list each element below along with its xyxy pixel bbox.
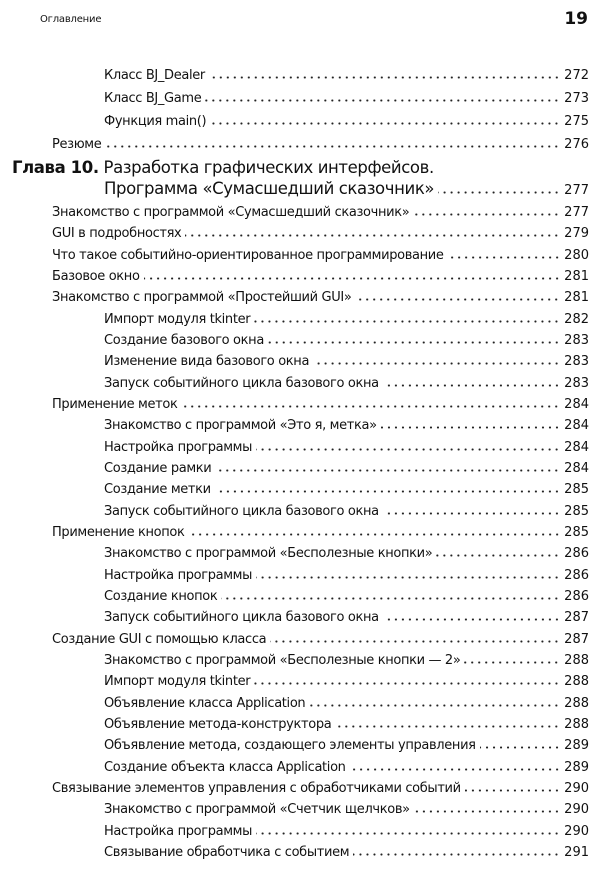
- toc-entry: [0, 224, 589, 244]
- toc-entry: [0, 822, 589, 842]
- toc-entry-title: Применение меток: [52, 396, 178, 412]
- toc-entry: [0, 523, 589, 543]
- toc-entry: [0, 651, 589, 671]
- toc-entry-page: 273: [564, 91, 589, 106]
- toc-entry-page: 288: [564, 695, 589, 711]
- toc-entry-title: Знакомство с программой «Простейший GUI»: [52, 290, 352, 306]
- toc-entry-title: Что такое событийно-ориентированное программирование: [52, 247, 444, 263]
- toc-entry: [0, 416, 589, 436]
- toc-entry-page: 287: [564, 610, 589, 626]
- toc-entry-page: 285: [564, 482, 589, 498]
- toc-entry-title: Создание GUI с помощью класса: [52, 631, 267, 647]
- toc-entry: [0, 66, 589, 86]
- dot-leader: [313, 362, 560, 365]
- dot-leader: [215, 469, 560, 472]
- toc-entry: [0, 630, 589, 650]
- toc-entry-title: Создание кнопок: [104, 588, 218, 604]
- toc-entry-title: Объявление метода, создающего элементы управления: [104, 738, 476, 754]
- toc-entry-title: Функция main(): [104, 114, 207, 129]
- toc-entry-page: 276: [564, 137, 589, 152]
- toc-entry: [0, 800, 589, 820]
- toc-entry-page: 290: [564, 823, 589, 839]
- dot-leader: [268, 341, 560, 344]
- dot-leader: [381, 426, 560, 429]
- toc-entry: [0, 395, 589, 415]
- chapter-label: Глава 10.: [12, 158, 99, 177]
- dot-leader: [353, 853, 560, 856]
- dot-leader: [181, 405, 560, 408]
- toc-entry-title: Класс BJ_Game: [104, 91, 202, 106]
- toc-entry-page: 282: [564, 311, 589, 327]
- dot-leader: [383, 618, 560, 621]
- toc-entry-page: 288: [564, 716, 589, 732]
- toc-entry: [0, 544, 589, 564]
- toc-entry: [0, 758, 589, 778]
- dot-leader: [144, 277, 561, 280]
- toc-entry-title: Знакомство с программой «Это я, метка»: [104, 418, 377, 434]
- toc-entry: [0, 736, 589, 756]
- toc-entry-page: 289: [564, 738, 589, 754]
- toc-entry: [0, 502, 589, 522]
- toc-entry: [0, 352, 589, 372]
- toc-entry: [0, 374, 589, 394]
- dot-leader: [185, 234, 560, 237]
- dot-leader: [448, 256, 561, 259]
- dot-leader: [254, 320, 560, 323]
- toc-entry-title: Импорт модуля tkinter: [104, 311, 251, 327]
- dot-leader: [205, 99, 560, 102]
- toc-entry-page: 291: [564, 844, 589, 860]
- dot-leader: [438, 191, 560, 194]
- dot-leader: [350, 768, 561, 771]
- toc-entry-title: Объявление класса Application: [104, 695, 306, 711]
- toc-entry: [0, 672, 589, 692]
- toc-entry-page: 284: [564, 396, 589, 412]
- toc-entry-page: 283: [564, 354, 589, 370]
- toc-entry-page: 285: [564, 503, 589, 519]
- toc-entry-title: Запуск событийного цикла базового окна: [104, 375, 379, 391]
- toc-entry-title: Связывание элементов управления с обработчиками событий: [52, 780, 461, 796]
- toc-entry-title: Знакомство с программой «Счетчик щелчков»: [104, 802, 410, 818]
- dot-leader: [254, 682, 560, 685]
- dot-leader: [256, 576, 560, 579]
- toc-entry-title: Применение кнопок: [52, 524, 185, 540]
- toc-entry: [0, 288, 589, 308]
- toc-entry-page: 289: [564, 759, 589, 775]
- dot-leader: [383, 512, 560, 515]
- toc-entry: [0, 715, 589, 735]
- toc-entry-page: 286: [564, 567, 589, 583]
- toc-entry: [0, 112, 589, 132]
- toc-entry: [0, 779, 589, 799]
- toc-entry-page: 279: [564, 226, 589, 242]
- dot-leader: [383, 384, 560, 387]
- toc-entry-title: Импорт модуля tkinter: [104, 674, 251, 690]
- toc-entry: [0, 310, 589, 330]
- toc-entry-title: GUI в подробностях: [52, 226, 182, 242]
- toc-entry-title: Объявление метода-конструктора: [104, 716, 332, 732]
- toc-entry-page: 288: [564, 652, 589, 668]
- chapter-title-line1: Разработка графических интерфейсов.: [103, 158, 434, 177]
- running-header-title: Оглавление: [40, 14, 102, 25]
- chapter-heading: [12, 158, 434, 177]
- toc-entry-page: 285: [564, 524, 589, 540]
- dot-leader: [189, 533, 561, 536]
- toc-entry: [0, 203, 589, 223]
- toc-entry-page: 281: [564, 268, 589, 284]
- toc-entry-page: 287: [564, 631, 589, 647]
- toc-entry-title: Запуск событийного цикла базового окна: [104, 503, 379, 519]
- toc-entry-page: 277: [564, 205, 589, 220]
- toc-entry-page: 284: [564, 418, 589, 434]
- toc-entry-page: 272: [564, 68, 589, 83]
- toc-entry-title: Знакомство с программой «Бесполезные кнопки — 2»: [104, 652, 461, 668]
- toc-entry-page: 284: [564, 460, 589, 476]
- toc-entry: [0, 246, 589, 266]
- toc-entry-page: 290: [564, 802, 589, 818]
- toc-entry: [0, 331, 589, 351]
- toc-entry-title: Резюме: [52, 137, 102, 152]
- dot-leader: [209, 76, 560, 79]
- dot-leader: [256, 832, 560, 835]
- toc-entry-title: Знакомство с программой «Сумасшедший сказочник»: [52, 205, 410, 220]
- page-number: 19: [564, 9, 588, 29]
- dot-leader: [210, 122, 560, 125]
- dot-leader: [215, 490, 560, 493]
- toc-entry: [0, 480, 589, 500]
- dot-leader: [436, 554, 560, 557]
- dot-leader: [465, 789, 560, 792]
- toc-entry-page: 290: [564, 780, 589, 796]
- dot-leader: [414, 810, 560, 813]
- toc-entry-title: Базовое окно: [52, 268, 140, 284]
- toc-entry-title: Настройка программы: [104, 439, 253, 455]
- toc-entry-page: 286: [564, 588, 589, 604]
- toc-entry-page: 286: [564, 546, 589, 562]
- dot-leader: [335, 725, 560, 728]
- toc-entry: [0, 843, 589, 863]
- toc-entry-page: 288: [564, 674, 589, 690]
- toc-entry-page: 281: [564, 290, 589, 306]
- toc-entry-title: Создание метки: [104, 482, 211, 498]
- toc-entry-page: 283: [564, 375, 589, 391]
- chapter-page: 277: [564, 183, 589, 198]
- toc-entry-title: Настройка программы: [104, 567, 253, 583]
- toc-entry-title: Создание рамки: [104, 460, 212, 476]
- toc-entry-title: Создание базового окна: [104, 332, 264, 348]
- chapter-title-line2: Программа «Сумасшедший сказочник»: [104, 179, 435, 198]
- toc-entry-page: 275: [564, 114, 589, 129]
- toc-entry-title: Связывание обработчика с событием: [104, 844, 350, 860]
- toc-entry: [0, 89, 589, 109]
- dot-leader: [256, 448, 560, 451]
- toc-entry-title: Класс BJ_Dealer: [104, 68, 205, 83]
- toc-entry: [0, 459, 589, 479]
- dot-leader: [270, 640, 560, 643]
- chapter-heading-line2: [0, 177, 589, 201]
- toc-entry-page: 283: [564, 332, 589, 348]
- toc-entry-page: 284: [564, 439, 589, 455]
- toc-entry: [0, 608, 589, 628]
- toc-entry-title: Настройка программы: [104, 823, 253, 839]
- toc-entry: [0, 135, 589, 155]
- toc-entry-page: 280: [564, 247, 589, 263]
- toc-entry-title: Знакомство с программой «Бесполезные кнопки»: [104, 546, 433, 562]
- dot-leader: [413, 213, 560, 216]
- dot-leader: [355, 298, 560, 301]
- toc-entry-title: Запуск событийного цикла базового окна: [104, 610, 379, 626]
- toc-entry: [0, 587, 589, 607]
- dot-leader: [105, 145, 560, 148]
- toc-entry: [0, 267, 589, 287]
- toc-entry: [0, 438, 589, 458]
- toc-entry-title: Создание объекта класса Application: [104, 759, 346, 775]
- toc-entry: [0, 694, 589, 714]
- dot-leader: [464, 661, 560, 664]
- toc-entry: [0, 566, 589, 586]
- dot-leader: [480, 746, 561, 749]
- dot-leader: [309, 704, 560, 707]
- toc-entry-title: Изменение вида базового окна: [104, 354, 310, 370]
- dot-leader: [221, 597, 560, 600]
